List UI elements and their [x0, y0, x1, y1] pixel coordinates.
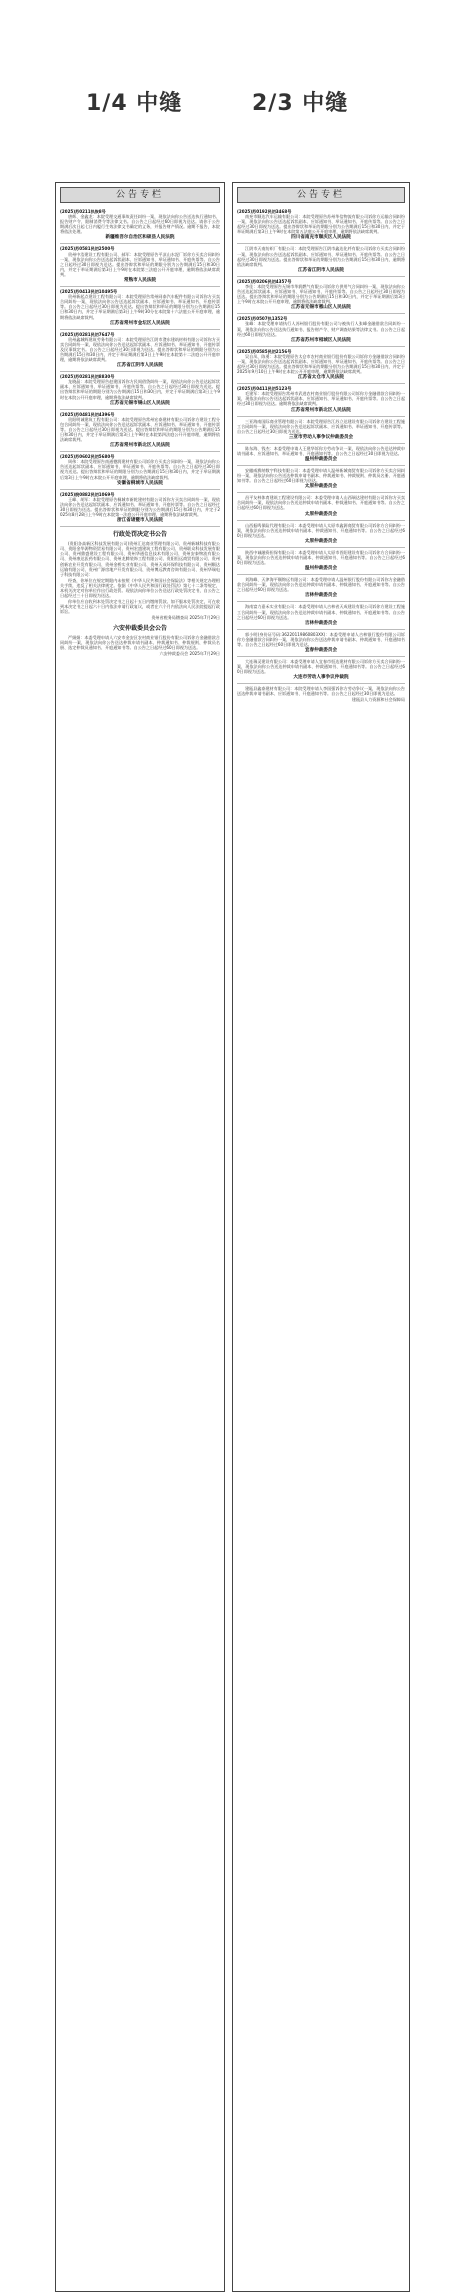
notice-paragraph: 海南富力嘉禾实业有限公司：本委受理申请人吉林省天成建设有限公司诉你方建设工程施工合同纠纷一案，现依法向你公告送达仲裁申请书副本、仲裁通知书、开庭通知书等。自公告之日起经过60日即视为送达。	[237, 604, 405, 620]
notice-paragraph: 贵阳明诚建筑工程有限公司：本院受理原告常州宏泰建材有限公司诉你方建设工程分包合同纠纷一案，现依法向你公告送达起诉状副本、应诉通知书、举证通知书、开庭传票等。自公告之日起经过30日即视为送达。提出答辩状和举证的期限分别为公告期满后15日和30日内，并定于举证期满后第3日上午9时在本院第四法庭公开开庭审理，逾期将依法缺席裁判。	[60, 416, 220, 443]
notice-paragraph: 李佳：本院受理原告无锡市华润燃气有限公司诉你方供用气合同纠纷一案，现依法向你公告送达起诉状副本、应诉通知书、举证通知书、开庭传票等。自公告之日起经过30日即视为送达。提出答辩状和举证的期限分别为公告期满后15日和30日内，并定于举证期满后第3日上午9时在本院公开开庭审理，逾期将依法缺席裁判。	[237, 283, 405, 305]
notice-paragraph: 陈东海、钱杰：本委受理申请人王建华诉你方劳动争议一案，现依法向你公告送达仲裁申请书副本、应诉通知书、举证通知书、开庭通知书等。自公告之日起经过30日即视为送达。	[237, 445, 405, 456]
issuing-authority: 江苏省无锡市惠山区人民法院	[291, 305, 351, 311]
case-number: (2025)皖0882民初1069号	[60, 491, 115, 497]
left-notice-column	[55, 182, 225, 2292]
notice-paragraph: 贵州中浩建设工程有限公司、郝军：本院受理原告平凉山水泥厂诉你方买卖合同纠纷一案，现依法向你公告送达起诉状副本、应诉通知书、举证通知书、开庭传票等。自公告之日起经过30日即视为送达。提出答辩状和举证的期限分别为公告期满后15日和30日内，并定于举证期满后第3日上午9时在本院第三法庭公开开庭审理，逾期将依法缺席裁判。	[60, 251, 220, 277]
issuing-authority: 吉林仲裁委员会	[304, 620, 338, 626]
left-column-body	[56, 209, 224, 656]
issuing-authority: 温州仲裁委员会	[304, 457, 338, 462]
notice-divider	[237, 629, 405, 630]
notice-paragraph: 严娟娟：本委受理申请人六安市金安区农村商业银行股份有限公司诉你方金融借款合同纠纷一案，现依法向你公告送达仲裁申请书副本、仲裁通知书、仲裁规则、仲裁员名册、选定仲裁员通知书、开庭通知书等。自公告之日起经过60日即视为送达。	[60, 634, 220, 650]
notice-divider	[60, 451, 220, 452]
issuing-authority: 浙江省诸暨市人民法院	[117, 518, 163, 524]
issuing-authority: 安徽省桐城市人民法院	[117, 480, 163, 486]
issuing-authority: 江苏省无锡市锡山区人民法院	[110, 400, 170, 406]
notice-paragraph: 建瓯县鑫泰建材有限公司：本院受理申请人李国强诉你方劳动争议一案，现依法向你公告送达仲裁申请书副本、应诉通知书、开庭通知书等。自公告之日起经过30日即视为送达。	[237, 686, 405, 697]
issuing-authority: 太原仲裁委员会	[304, 511, 338, 517]
issuing-authority: 江苏省江阴市人民法院	[298, 267, 344, 273]
issuing-authority: 江苏省苏州市相城区人民法院	[291, 337, 351, 343]
notice-paragraph: 唐辉、金鑫龙：本院受理交通事故责任纠纷一案，现依法向你公告送达执行通知书、报告财产令、限制消费令等法律文书。自公告之日起经过60日即视为送达。请你于公告期满后次日起七日内履行生效法律文书确定的义务，并报告财产情况。逾期不报告，本院将依法处理。	[60, 214, 220, 235]
notice-paragraph: 安徽威赛纳数字科技有限公司：本委受理申请人温州新城商贸有限公司诉你方买卖合同纠纷一案，现依法向你公告送达仲裁申请书副本、仲裁通知书、仲裁规则、仲裁员名册、开庭通知书等。自公告之日起经过60日即视为送达。	[237, 468, 405, 484]
notice-divider	[60, 329, 220, 330]
notice-paragraph: 龙晓晶：本院受理原告赵建国诉你方民间借贷纠纷一案，现依法向你公告送达起诉状副本、应诉通知书、举证通知书、开庭传票等。自公告之日起经过30日即视为送达。提出答辩状和举证的期限分别为公告期满后15日和30日内，并定于举证期满后第3日上午9时在本院公开开庭审理，逾期将依法缺席裁判。	[60, 379, 220, 400]
case-number: (2025)苏0413民初10495号	[60, 289, 118, 295]
issuing-authority: 三亚市劳动人事争议仲裁委员会	[288, 434, 354, 440]
issuing-authority: 太原仲裁委员会	[304, 484, 338, 490]
notice-paragraph: 周伟：本院受理原告南通德润建材有限公司诉你方买卖合同纠纷一案，现依法向你公告送达起诉状副本、应诉通知书、举证通知书、开庭传票等。自公告之日起经过30日即视为送达。提出答辩状和举证的期限分别为公告期满后15日和30日内，并定于举证期满后第3日上午9时在本院公开开庭审理，逾期将依法缺席裁判。	[60, 459, 220, 480]
right-notice-column	[232, 182, 410, 2292]
case-number: (2025)苏0602民初5680号	[60, 454, 115, 460]
notice-divider	[237, 520, 405, 521]
notice-paragraph: (贵阳各高新区科技发展有限公司)贵州汇达商业管理有限公司、贵州新城科技有限公司、贵阳金华源物资贸易有限公司、贵州宏盛建筑工程有限公司、贵州联众科技发展有限公司、贵州鼎盛建设工程有限公司、贵州华通信息技术有限公司、贵州安泰物流有限公司、贵州康达医药有限公司、贵州龙腾装饰工程有限公司、贵阳恒远商贸有限公司、贵州创新农业开发有限公司、贵州金桥实业有限公司、贵州天成环保科技有限公司、贵州顺达运输有限公司、贵州广源房地产开发有限公司、贵州博远教育咨询有限公司、贵州华瑞电子科技有限公司：	[60, 541, 220, 577]
issuing-authority: 吉林仲裁委员会	[304, 593, 338, 599]
notice-divider	[237, 574, 405, 575]
notice-divider	[60, 526, 220, 527]
left-fold-label: 1/4 中缝	[86, 91, 183, 116]
notice-paragraph: 江阴市天南纺织厂有限公司：本院受理原告江阴市鑫达化纤有限公司诉你方买卖合同纠纷一案，现依法向你公告送达起诉状副本、应诉通知书、举证通知书、开庭传票等。自公告之日起经过30日即视为送达。提出答辩状和举证的期限分别为公告期满后15日和30日内，逾期将依法缺席裁判。	[237, 246, 405, 267]
issuing-authority: 江苏省常州市金坛区人民法院	[110, 320, 170, 326]
notice-divider	[60, 371, 220, 372]
right-column-title: 公告专栏	[237, 187, 405, 203]
notice-paragraph: 王峰、胡军：本院受理原告桐城市新乾建材有限公司诉你方买卖合同纠纷一案，现依法向你公告送达起诉状副本、应诉通知书、举证通知书、开庭传票等。自公告之日起经过30日即视为送达。提出答辩状和举证的期限分别为公告期满后15日和30日内，并定于2025年8月28日上午9时在本院第一法庭公开开庭审理，逾期将依法缺席裁判。	[60, 496, 220, 518]
issuing-authority: 江苏省太仓市人民法院	[298, 375, 344, 381]
notice-divider	[237, 346, 405, 347]
right-column-body	[233, 209, 409, 703]
notice-divider	[237, 683, 405, 684]
left-column-title: 公告专栏	[60, 187, 220, 203]
notice-paragraph: 山西振鸣保险代理有限公司：本委受理申请人太原市鑫源商贸有限公司诉你方合同纠纷一案，现依法向你公告送达仲裁申请书副本、仲裁通知书、开庭通知书等。自公告之日起经过60日即视为送达。	[237, 522, 405, 538]
notice-paragraph: 贵州新起点建设工程有限公司：本院受理原告常州同泰汽车配件有限公司诉你方买卖合同纠纷一案，现依法向你公告送达起诉状副本、应诉通知书、举证通知书、开庭传票等。自公告之日起经过30日即视为送达。提出答辩状和举证的期限分别为公告期满后15日和30日内，并定于举证期满后第3日上午9时30分在本院第十六法庭公开开庭审理，逾期将依法缺席裁判。	[60, 294, 220, 320]
case-number: (2025)苏0206民初4357号	[237, 278, 292, 284]
notice-divider	[237, 416, 405, 417]
notice-paragraph: 大连瑞灵建设有限公司：本委受理申请人宜春市恒达建材有限公司诉你方买卖合同纠纷一案，现依法向你公告送达仲裁申请书副本、仲裁通知书、开庭通知书等。自公告之日起经过60日即视为送达。	[237, 658, 405, 675]
signature-line: 贵州省税务局稽查局 2025年7月29日	[151, 615, 220, 621]
notice-divider	[60, 409, 220, 410]
issuing-authority: 江苏省江阴市人民法院	[117, 363, 163, 369]
notice-divider	[237, 547, 405, 548]
notice-paragraph: 刘海峰、天津海平顺锦远有限公司：本委受理申请人温州银行股份有限公司诉你方金融借款合同纠纷一案，现依法向你公告送达仲裁申请书副本、仲裁通知书、开庭通知书等。自公告之日起经过60日即视为送达。	[237, 577, 405, 593]
notice-divider	[237, 656, 405, 657]
case-number: (2025)苏0507执1352号	[237, 316, 288, 322]
section-heading: 六安仲裁委员会公告	[112, 624, 167, 632]
notice-paragraph: 南充市顺达汽车运输有限公司：本院受理原告苏州华信物流有限公司诉你方运输合同纠纷一案，现依法向你公告送达起诉状副本、应诉通知书、举证通知书、开庭传票等。自公告之日起经过30日即视为送达。提出答辩状和举证的期限分别为公告期满后15日和30日内，并定于举证期满后第3日上午9时在本院第五法庭公开开庭审理，逾期将依法缺席裁判。	[237, 214, 405, 235]
notice-divider	[237, 383, 405, 384]
case-number: (2025)苏0481民初4396号	[60, 411, 115, 417]
issuing-authority: 四川省南充市顺庆区人民法院	[291, 235, 351, 241]
case-number: (2025)苏0411民初5123号	[237, 386, 292, 392]
notice-divider	[60, 243, 220, 244]
case-number: (2025)苏0281民初7647号	[60, 331, 115, 337]
issuing-authority: 新疆维吾尔自治区和硕县人民法院	[105, 235, 175, 241]
issuing-authority: 江苏省常州市新北区人民法院	[110, 443, 170, 449]
section-heading: 行政处罚决定书公告	[112, 531, 167, 539]
notice-divider	[237, 443, 405, 444]
notice-divider	[237, 243, 405, 244]
notice-paragraph: 经查，你单位在规定期限内未按照《中华人民共和国社会保险法》等相关规定办理相关手续，违反了相关法律规定。依据《中华人民共和国行政处罚法》第七十二条等规定，本机关决定对你单位作出行政处罚。现依法向你单位公告送达行政处罚决定书，自公告之日起经过三十日即视为送达。	[60, 577, 220, 599]
case-number: (2025)苏0585民初2156号	[237, 348, 292, 354]
case-number: (2025)苏0581民初2500号	[60, 246, 115, 252]
right-fold-label: 2/3 中缝	[252, 91, 349, 116]
notice-divider	[237, 465, 405, 466]
signature-line: 建瓯县人力资源和社会保障局	[351, 697, 405, 703]
case-number: (2025)苏0281民初8830号	[60, 374, 115, 380]
notice-divider	[237, 601, 405, 602]
issuing-authority: 常熟市人民法院	[123, 278, 157, 284]
notice-paragraph: 毛建军：本院受理原告常州市武进农村商业银行股份有限公司诉你方金融借款合同纠纷一案，现依法向你公告送达起诉状副本、应诉通知书、举证通知书、开庭传票等。自公告之日起经过30日即视为送达。逾期将依法缺席裁判。	[237, 391, 405, 407]
notice-paragraph: 吴自凤、陈勇：本院受理原告太仓市农村商业银行股份有限公司诉你方金融借款合同纠纷一案，现依法向你公告送达起诉状副本、应诉通知书、举证通知书、开庭传票等。自公告之日起经过30日即视为送达。提出答辩状和举证的期限分别为公告期满后15日和30日内，并定于2025年9月10日上午9时在本院公开开庭审理，逾期将依法缺席裁判。	[237, 353, 405, 375]
page-header	[0, 0, 450, 116]
issuing-authority: 宜春仲裁委员会	[304, 647, 338, 653]
notice-paragraph: 你单位应自收到本处罚决定书之日起十五日内缴纳罚款。如不服本处罚决定，可在收到本决定书之日起六十日内依法申请行政复议，或者在六个月内依法向人民法院提起行政诉讼。	[60, 599, 220, 615]
notice-divider	[60, 489, 220, 490]
issuing-authority: 温州仲裁委员会	[304, 566, 338, 572]
case-number: (2025)苏0211执恢8号	[60, 209, 106, 214]
notice-paragraph: 昌平友林体育建筑工程建设有限公司：本委受理申请人山西瑞达建材有限公司诉你方买卖合同纠纷一案，现依法向你公告送达仲裁申请书副本、仲裁通知书、开庭通知书等。自公告之日起经过60日即视为送达。	[237, 495, 405, 511]
issuing-authority: 江苏省常州市新北区人民法院	[291, 407, 351, 413]
notice-divider	[237, 492, 405, 493]
notice-paragraph: 郭小明(身份证号码:36220119860803XX)：本委受理申请人吉林银行股份有限公司诉你方金融借款合同纠纷一案，现依法向你公告送达仲裁申请书副本、仲裁通知书、开庭通知书等。自公告之日起经过60日即视为送达。	[237, 631, 405, 647]
notice-paragraph: 张峰：本院受理申请执行人苏州银行股份有限公司与被执行人张峰金融借款合同纠纷一案，现依法向你公告送达执行通知书、报告财产令、财产调查结果等法律文书。自公告之日起经过60日即视为送达。	[237, 321, 405, 337]
notice-paragraph: 陕西中诚融资担保有限公司：本委受理申请人太原市晋阳建设有限公司诉你方合同纠纷一案，现依法向你公告送达仲裁申请书副本、仲裁通知书、开庭通知书等。自公告之日起经过60日即视为送达。	[237, 549, 405, 566]
notice-divider	[237, 276, 405, 277]
notice-divider	[60, 286, 220, 287]
issuing-authority: 大连市劳动人事争议仲裁院	[293, 675, 349, 681]
signature-line: 六安仲裁委员会 2025年7月29日	[159, 650, 220, 656]
issuing-authority: 太原仲裁委员会	[304, 538, 338, 544]
notice-divider	[237, 313, 405, 314]
case-number: (2025)苏0192民初3468号	[237, 209, 292, 214]
notice-paragraph: 贵州鑫城辉建筑劳务有限公司：本院受理原告江阴市澄东建筑材料有限公司诉你方买卖合同纠纷一案，现依法向你公告送达起诉状副本、应诉通知书、举证通知书、开庭传票及民事裁定书。自公告之日起经过30日即视为送达。提出答辩状和举证的期限分别为公告期满后15日和30日内，并定于举证期满后第3日上午9时在本院第十二法庭公开开庭审理，逾期将依法缺席裁判。	[60, 336, 220, 363]
notice-paragraph: 三亚海南国际商业管理有限公司：本院受理原告江苏立达建设有限公司诉你方建设工程施工合同纠纷一案，现依法向你公告送达起诉状副本、应诉通知书、举证通知书、开庭传票等。自公告之日起经过30日即视为送达。	[237, 418, 405, 434]
